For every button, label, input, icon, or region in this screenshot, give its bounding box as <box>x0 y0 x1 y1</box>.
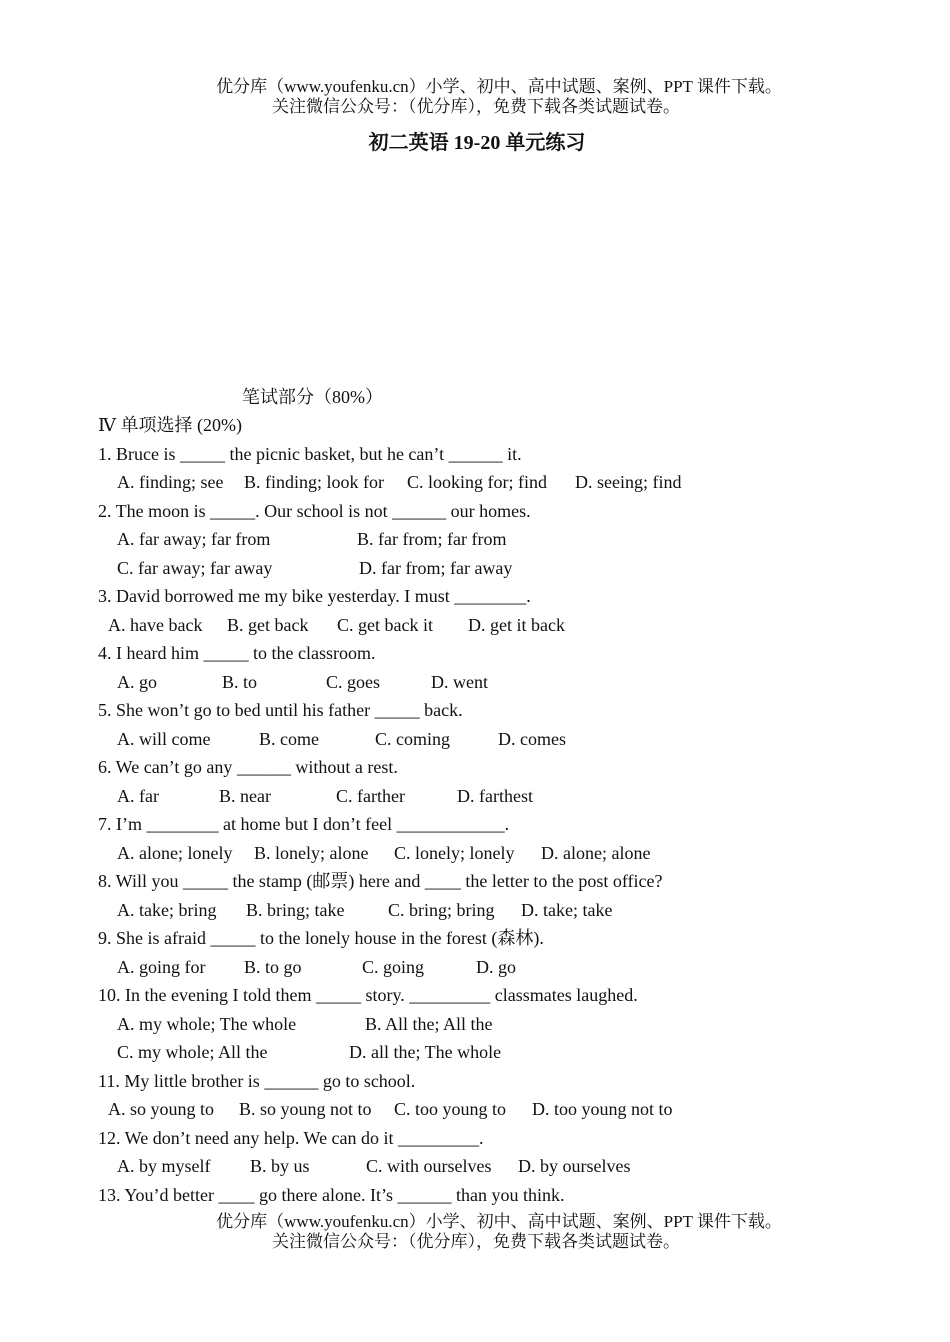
answer-option: D. farthest <box>457 785 533 806</box>
answer-option: D. too young not to <box>532 1099 673 1119</box>
answer-option: A. have back <box>108 614 203 635</box>
answer-option: D. get it back <box>468 614 565 635</box>
header-line-1: 优分库（www.youfenku.cn）小学、初中、高中试题、案例、PPT 课件下载。 <box>216 77 782 96</box>
option-row <box>98 1010 898 1039</box>
question-stem: 8. Will you _____ the stamp (邮票) here and ____ the letter to the post office? <box>98 871 663 891</box>
answer-option: C. bring; bring <box>388 899 495 920</box>
answer-option: D. seeing; find <box>575 472 682 492</box>
answer-option: D. go <box>476 956 516 977</box>
answer-option: B. far from; far from <box>357 529 507 549</box>
answer-option: A. far away; far from <box>117 529 271 549</box>
answer-option: B. to go <box>244 956 302 977</box>
answer-option: B. to <box>222 671 258 692</box>
page-footer <box>0 1212 950 1252</box>
answer-option: D. by ourselves <box>518 1156 631 1176</box>
answer-option: A. my whole; The whole <box>117 1013 297 1034</box>
option-row <box>98 896 898 925</box>
option-row <box>98 839 898 868</box>
option-row <box>98 1152 898 1181</box>
answer-option: A. will come <box>117 728 211 749</box>
answer-option: C. going <box>362 956 425 977</box>
answer-option: C. with ourselves <box>366 1156 492 1176</box>
answer-option: B. All the; All the <box>365 1013 493 1034</box>
answer-option: A. so young to <box>108 1099 215 1119</box>
question-stem: 1. Bruce is _____ the picnic basket, but he can’t ______ it. <box>98 443 522 464</box>
answer-option: B. by us <box>250 1156 310 1176</box>
answer-option: A. go <box>117 671 157 692</box>
answer-option: C. goes <box>326 671 380 692</box>
answer-option: B. get back <box>227 614 309 635</box>
question-stem: 3. David borrowed me my bike yesterday. I must ________. <box>98 586 531 606</box>
header-line-2: 关注微信公众号：（优分库），免费下载各类试题试卷。 <box>272 97 680 116</box>
footer-line-2: 关注微信公众号：（优分库），免费下载各类试题试卷。 <box>272 1232 680 1251</box>
section-heading: Ⅳ 单项选择 (20%) <box>98 415 242 435</box>
question-stem: 5. She won’t go to bed until his father _____ back. <box>98 700 463 720</box>
answer-option: C. my whole; All the <box>117 1042 268 1062</box>
answer-option: A. far <box>117 785 159 806</box>
answer-option: D. went <box>431 671 488 692</box>
answer-option: A. alone; lonely <box>117 842 233 863</box>
answer-option: C. lonely; lonely <box>394 842 515 863</box>
page-header <box>0 77 950 117</box>
option-row <box>98 782 898 811</box>
question-stem: 4. I heard him _____ to the classroom. <box>98 643 376 663</box>
option-row <box>98 1038 898 1067</box>
answer-option: C. far away; far away <box>117 557 273 578</box>
question-stem: 13. You’d better ____ go there alone. It’s ______ than you think. <box>98 1184 565 1205</box>
answer-option: D. far from; far away <box>359 557 513 578</box>
answer-option: D. all the; The whole <box>349 1042 502 1062</box>
question-stem: 10. In the evening I told them _____ story. _________ classmates laughed. <box>98 985 638 1005</box>
question-list <box>98 440 898 1210</box>
option-row <box>98 953 898 982</box>
answer-option: C. get back it <box>337 614 433 635</box>
answer-option: B. finding; look for <box>244 472 384 492</box>
answer-option: B. bring; take <box>246 899 345 920</box>
answer-option: B. near <box>219 785 271 806</box>
document-title: 初二英语 19-20 单元练习 <box>368 132 586 154</box>
answer-option: B. come <box>259 728 319 749</box>
answer-option: C. too young to <box>394 1099 507 1119</box>
answer-option: A. by myself <box>117 1156 211 1176</box>
question-body <box>98 411 898 1209</box>
answer-option: A. finding; see <box>117 472 224 492</box>
option-row <box>98 611 898 640</box>
answer-option: D. take; take <box>521 899 613 920</box>
option-row <box>98 725 898 754</box>
question-stem: 9. She is afraid _____ to the lonely house in the forest (森林). <box>98 928 544 948</box>
option-row <box>98 468 898 497</box>
question-stem: 7. I’m ________ at home but I don’t feel ____________. <box>98 814 510 834</box>
question-stem: 12. We don’t need any help. We can do it _________. <box>98 1127 484 1148</box>
question-stem: 11. My little brother is ______ go to school. <box>98 1070 416 1091</box>
option-row <box>98 1095 898 1124</box>
answer-option: C. looking for; find <box>407 472 547 492</box>
question-stem: 2. The moon is _____. Our school is not ______ our homes. <box>98 500 531 521</box>
option-row <box>98 668 898 697</box>
answer-option: A. take; bring <box>117 899 217 920</box>
written-part-label: 笔试部分（80%） <box>242 387 383 407</box>
answer-option: B. lonely; alone <box>254 842 369 863</box>
answer-option: A. going for <box>117 956 206 977</box>
answer-option: D. comes <box>498 728 566 749</box>
question-stem: 6. We can’t go any ______ without a rest. <box>98 757 398 777</box>
answer-option: B. so young not to <box>239 1099 372 1119</box>
answer-option: C. coming <box>375 728 450 749</box>
answer-option: D. alone; alone <box>541 842 651 863</box>
option-row <box>98 525 898 554</box>
footer-line-1: 优分库（www.youfenku.cn）小学、初中、高中试题、案例、PPT 课件下载。 <box>216 1212 782 1231</box>
answer-option: C. farther <box>336 785 405 806</box>
option-row <box>98 554 898 583</box>
